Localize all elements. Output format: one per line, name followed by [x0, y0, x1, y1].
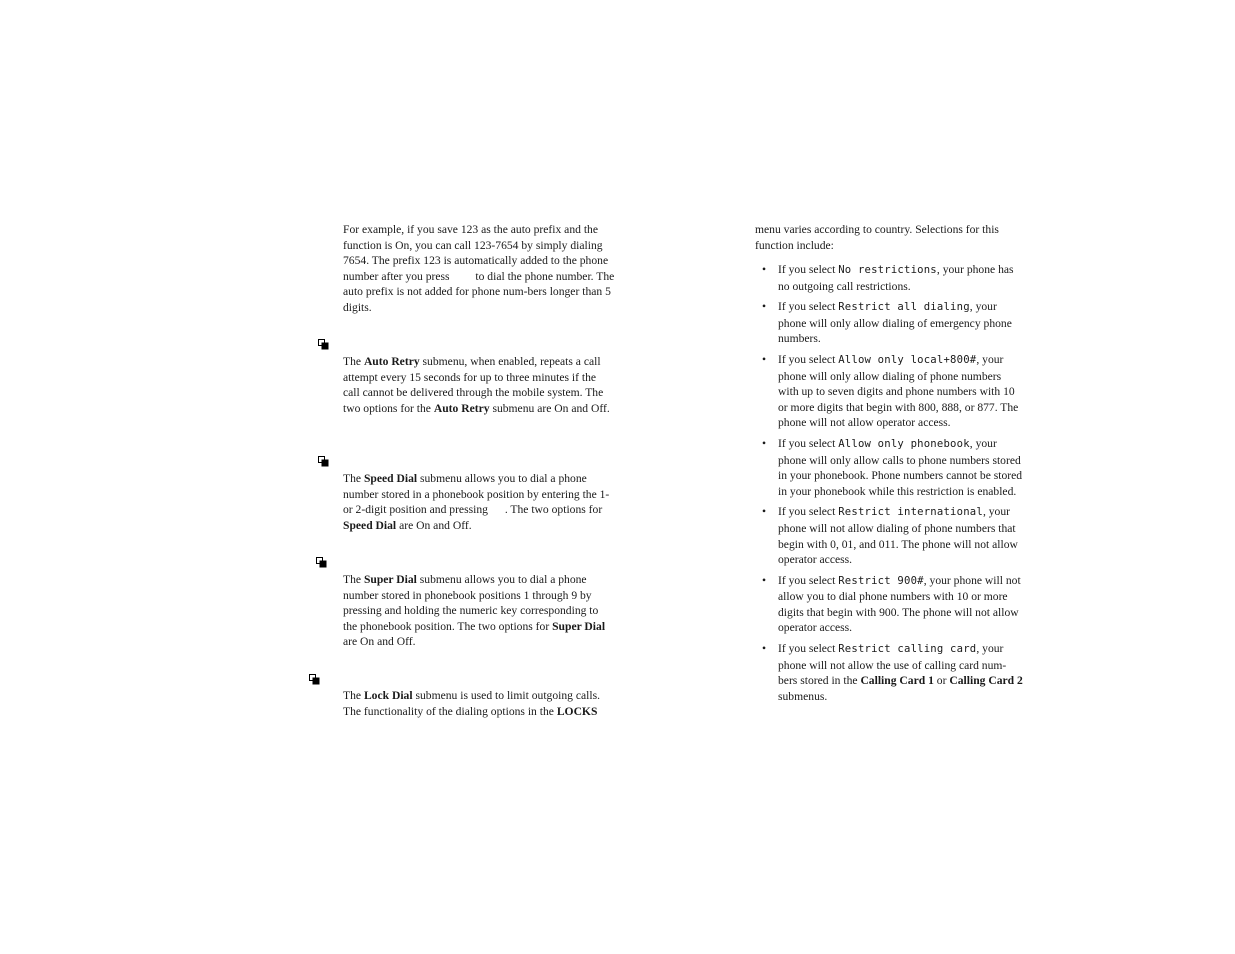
super-dial-paragraph: The Super Dial submenu allows you to dial a phone number stored in phonebook positions 1 through 9 by pressing and holding the numeric key corresponding to the phonebook position. The two options for Super Dial are On and Off.: [343, 573, 606, 649]
option-name: Restrict international: [838, 506, 983, 519]
auto-prefix-example-paragraph: For example, if you save 123 as the auto prefix and the function is On, you can call 123-7654 by simply dialing 7654. The prefix 123 is automatically added to the phone number after you press to dial the phone number. The auto prefix is not added for phone num-bers longer than 5 digits.: [343, 223, 615, 314]
list-item: • If you select Restrict calling card, your phone will not allow the use of calling card num-bers stored in the Calling Card 1 or Calling Card 2 submenus.: [762, 642, 1023, 703]
option-name: No restrictions: [838, 264, 937, 276]
speed-dial-paragraph: The Speed Dial submenu allows you to dial a phone number stored in a phonebook position by entering the 1- or 2-digit position and pressing . The two options for Speed Dial are On and Off.: [343, 472, 610, 532]
lock-dial-continued-paragraph: menu varies according to country. Selections for this function include:: [755, 223, 999, 252]
option-name: Restrict 900#: [838, 574, 924, 587]
bullet-icon: •: [762, 263, 767, 276]
lock-dial-paragraph: The Lock Dial submenu is used to limit outgoing calls. The functionality of the dialing options in the LOCKS: [343, 689, 601, 718]
list-item: • If you select No restrictions, your phone has no outgoing call restrictions.: [762, 263, 1014, 293]
menu-item-icon: [318, 339, 329, 350]
menu-item-icon: [318, 456, 329, 467]
list-item: • If you select Restrict international, your phone will not allow dialing of phone numbers that begin with 0, 01, and 011. The phone will not allow operator access.: [762, 505, 1018, 567]
option-name: Allow only phonebook: [838, 437, 970, 450]
list-item: • If you select Restrict 900#, your phone will not allow you to dial phone numbers with 10 or more digits that begin with 900. The phone will not allow operator access.: [762, 573, 1021, 635]
option-name: Restrict calling card: [838, 643, 977, 656]
bullet-icon: •: [762, 352, 767, 366]
option-name: Restrict all dialing: [838, 301, 970, 314]
option-name: Allow only local+800#: [838, 353, 977, 366]
auto-retry-paragraph: The Auto Retry submenu, when enabled, repeats a call attempt every 15 seconds for up to three minutes if the call cannot be delivered through the mobile system. The two options for the Auto Retry submenu are On and Off.: [343, 355, 610, 415]
bullet-icon: •: [762, 505, 767, 519]
bullet-icon: •: [762, 300, 767, 314]
bullet-icon: •: [762, 573, 767, 587]
bullet-icon: •: [762, 642, 767, 656]
list-item: • If you select Allow only phonebook, your phone will only allow calls to phone numbers stored in your phonebook. Phone numbers cannot be stored in your phonebook while this restriction is enabled.: [762, 436, 1023, 498]
lock-dial-options-list: [762, 262, 1024, 709]
menu-item-icon: [316, 557, 327, 568]
bullet-icon: •: [762, 436, 767, 450]
menu-item-icon: [309, 674, 320, 685]
list-item: • If you select Restrict all dialing, your phone will only allow dialing of emergency phone numbers.: [762, 300, 1012, 346]
list-item: • If you select Allow only local+800#, your phone will only allow dialing of phone numbers with up to seven digits and phone numbers with 10 or more digits that begin with 800, 888, or 877. The phone will not allow operator access.: [762, 352, 1019, 430]
